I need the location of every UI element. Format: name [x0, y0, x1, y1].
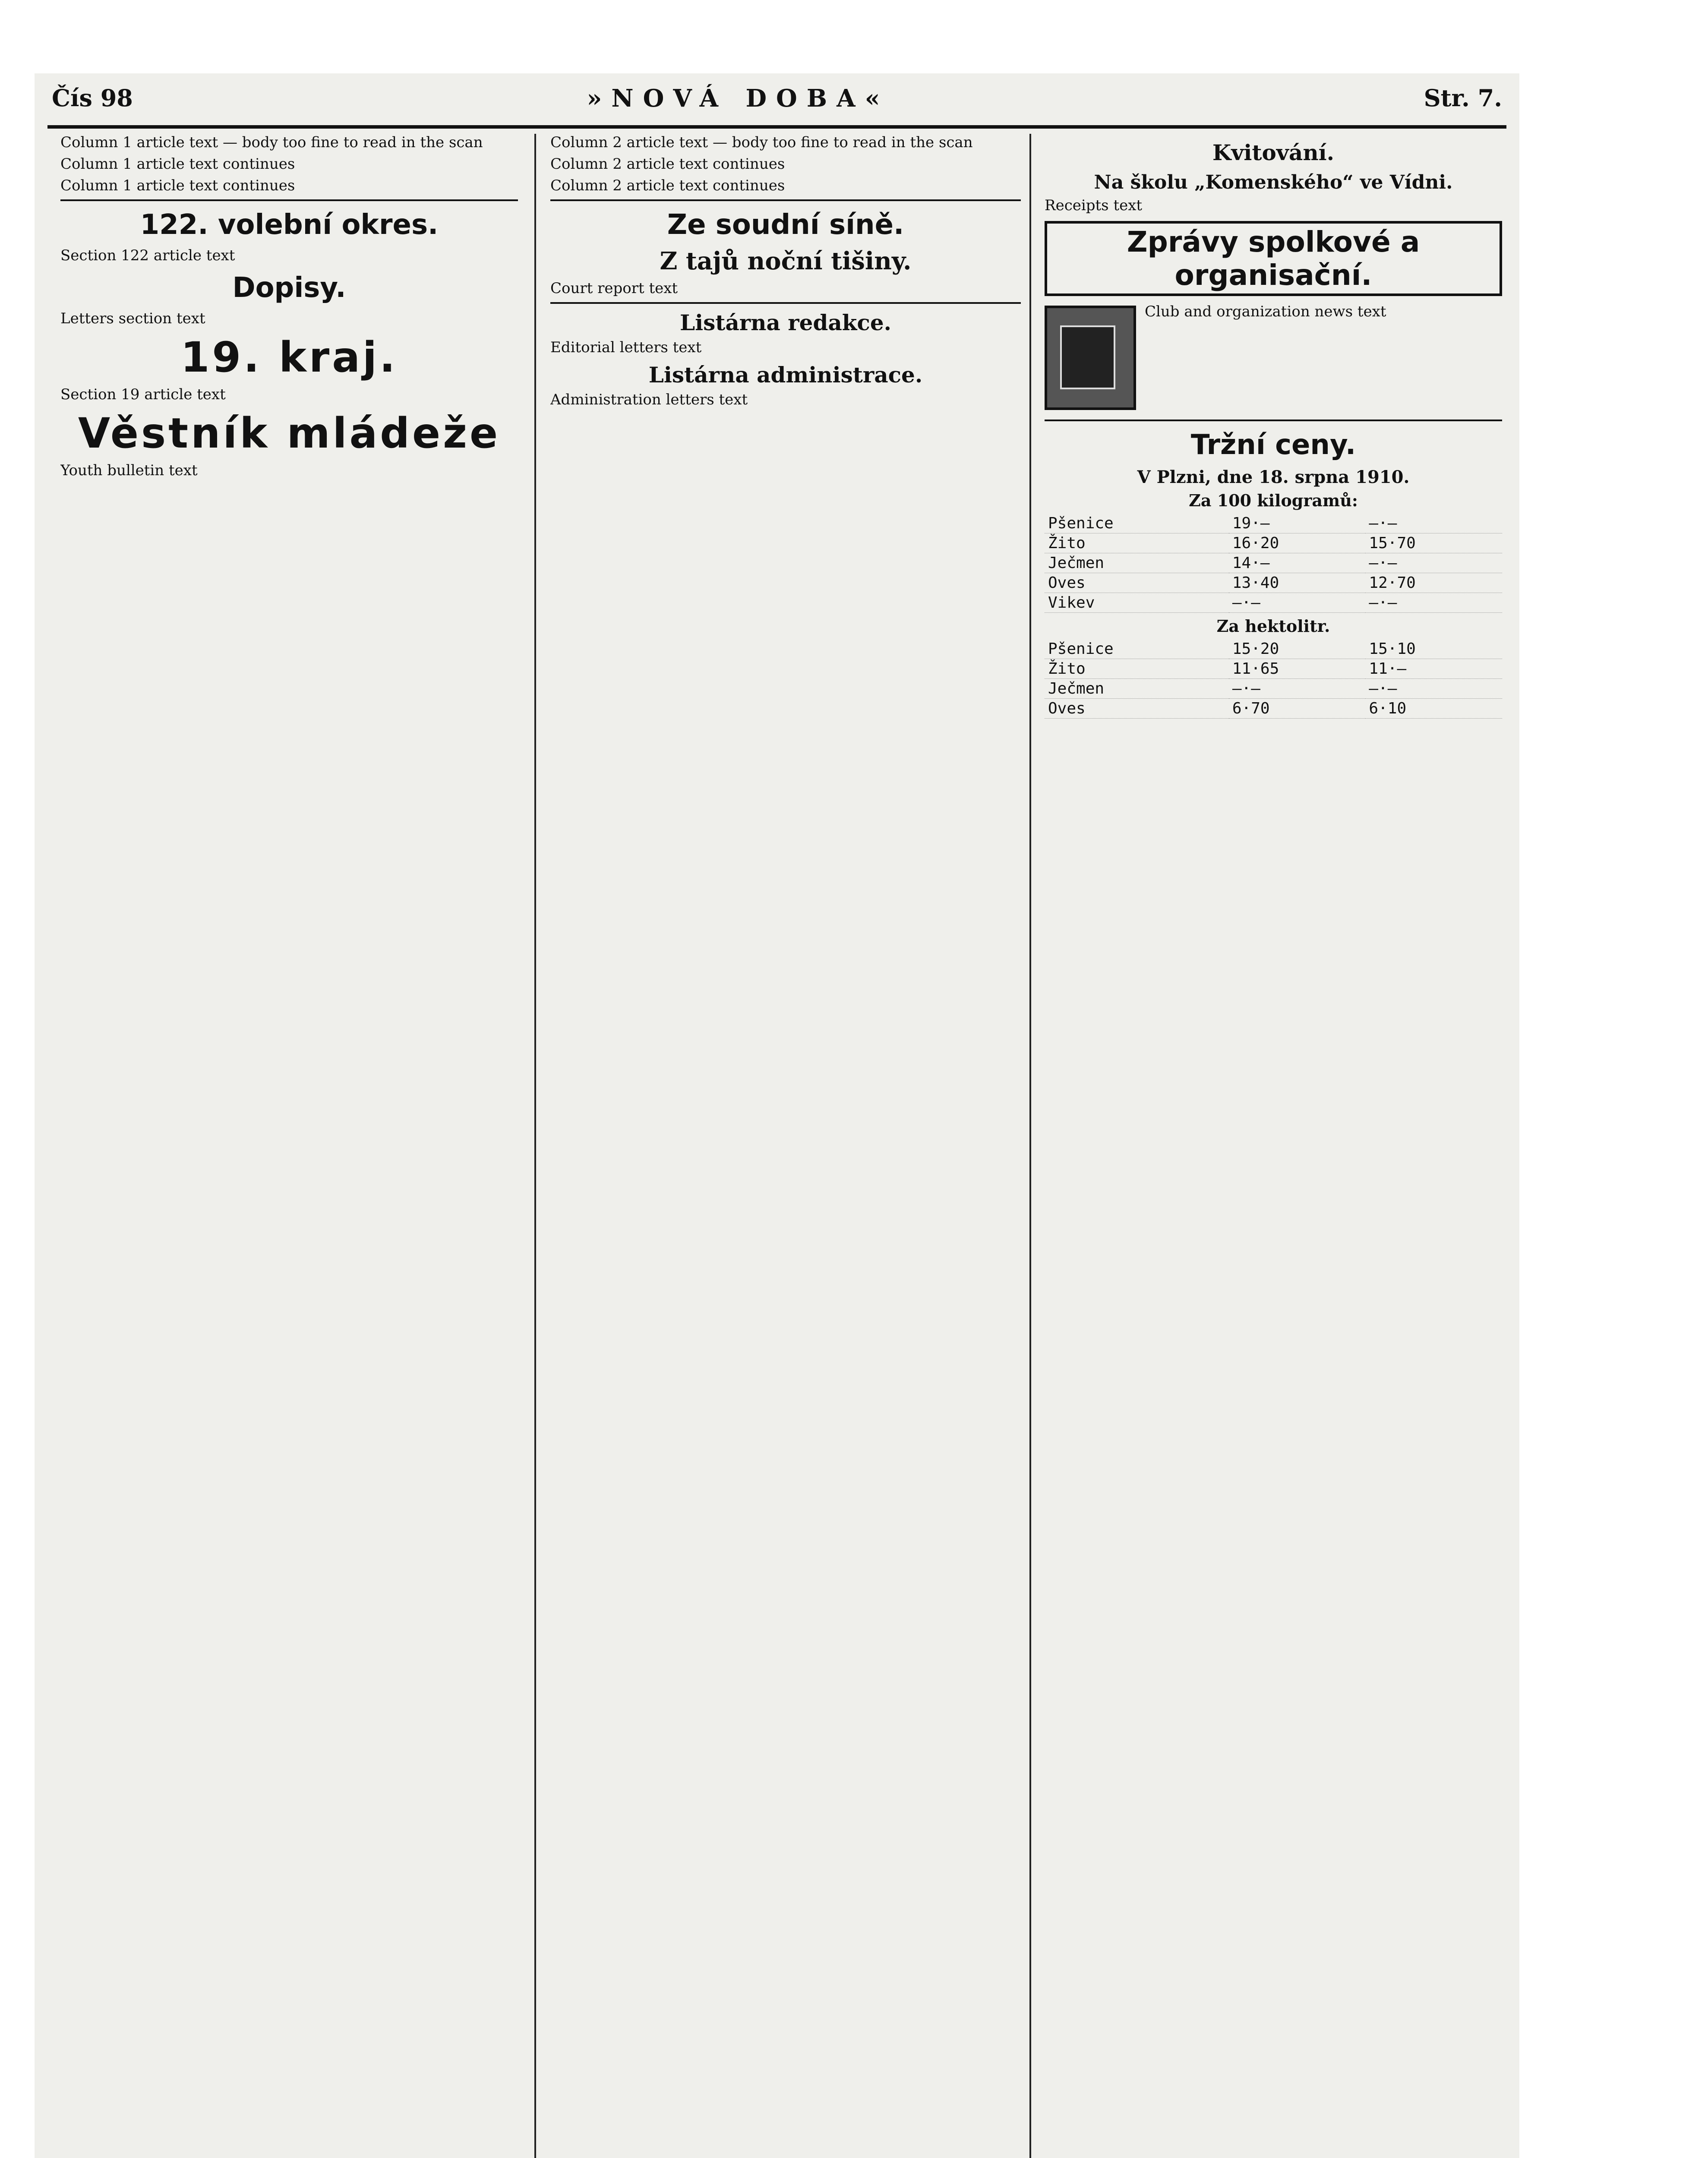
section-heading: 19. kraj. — [180, 333, 398, 382]
table-row — [1045, 533, 1502, 553]
price-table — [1045, 639, 1502, 719]
column-divider — [534, 134, 536, 2158]
table-cell: 15·70 — [1365, 533, 1502, 553]
emblem-image — [1045, 306, 1136, 410]
article-paragraph: Column 2 article text continues — [550, 155, 785, 173]
table-cell: –·– — [1229, 679, 1366, 699]
table-cell: 19·– — [1229, 514, 1366, 533]
issue-number: Čís 98 — [52, 84, 133, 112]
column-divider — [1029, 134, 1031, 2158]
table-cell: Ječmen — [1045, 679, 1229, 699]
masthead: »NOVÁ DOBA« — [587, 84, 890, 113]
table-cell: 11·65 — [1229, 659, 1366, 679]
article-paragraph: Column 1 article text — body too fine to read in the scan — [60, 134, 483, 151]
table-cell: 11·– — [1365, 659, 1502, 679]
article-paragraph: Receipts text — [1045, 197, 1143, 214]
table-cell: Žito — [1045, 533, 1229, 553]
article-paragraph: Column 2 article text — body too fine to read in the scan — [550, 134, 973, 151]
table-cell: Oves — [1045, 699, 1229, 719]
table-row — [1045, 699, 1502, 719]
section-heading: 122. volební okres. — [140, 209, 439, 241]
article-paragraph: Column 1 article text continues — [60, 155, 295, 173]
article-paragraph: Editorial letters text — [550, 339, 702, 356]
table-cell: 16·20 — [1229, 533, 1366, 553]
section-heading: Tržní ceny. — [1190, 429, 1356, 461]
section-heading: Zprávy spolkové a organisační. — [1045, 221, 1502, 296]
table-cell: 14·– — [1229, 553, 1366, 573]
page-header — [47, 80, 1506, 127]
table-cell: Žito — [1045, 659, 1229, 679]
article-paragraph: Letters section text — [60, 310, 205, 327]
table-cell: –·– — [1229, 593, 1366, 613]
table-cell: 6·10 — [1365, 699, 1502, 719]
article-paragraph: Section 122 article text — [60, 247, 235, 264]
table-cell: 15·10 — [1365, 639, 1502, 659]
price-table — [1045, 514, 1502, 613]
table-row — [1045, 553, 1502, 573]
table-cell: –·– — [1365, 553, 1502, 573]
table-row — [1045, 639, 1502, 659]
section-subheading: Z tajů noční tišiny. — [660, 247, 912, 275]
section-subheading: Na školu „Komenského“ ve Vídni. — [1094, 171, 1453, 193]
table-cell: 12·70 — [1365, 573, 1502, 593]
table-cell: Pšenice — [1045, 639, 1229, 659]
table-heading: Za 100 kilogramů: — [1189, 491, 1358, 510]
table-cell: Oves — [1045, 573, 1229, 593]
column-1 — [60, 134, 518, 2158]
table-row — [1045, 679, 1502, 699]
article-paragraph: Column 1 article text continues — [60, 177, 295, 194]
table-row — [1045, 659, 1502, 679]
table-cell: 15·20 — [1229, 639, 1366, 659]
article-paragraph: Club and organization news text — [1145, 303, 1386, 320]
header-rule — [47, 125, 1506, 129]
section-heading: Kvitování. — [1212, 140, 1335, 165]
article-paragraph: Column 2 article text continues — [550, 177, 785, 194]
table-row — [1045, 573, 1502, 593]
divider — [550, 302, 1021, 304]
divider — [1045, 420, 1502, 421]
table-cell: –·– — [1365, 514, 1502, 533]
table-heading: Za hektolitr. — [1216, 616, 1330, 636]
column-2 — [550, 134, 1021, 2158]
article-paragraph: Section 19 article text — [60, 386, 226, 403]
divider — [60, 199, 518, 201]
column-3 — [1045, 134, 1502, 2158]
article-paragraph: Administration letters text — [550, 391, 748, 408]
page-number: Str. 7. — [1424, 84, 1502, 112]
table-cell: 6·70 — [1229, 699, 1366, 719]
table-cell: –·– — [1365, 593, 1502, 613]
section-heading: Listárna redakce. — [679, 310, 892, 335]
table-row — [1045, 593, 1502, 613]
table-row — [1045, 514, 1502, 533]
divider — [550, 199, 1021, 201]
table-cell: Vikev — [1045, 593, 1229, 613]
article-paragraph: Youth bulletin text — [60, 462, 198, 479]
table-cell: –·– — [1365, 679, 1502, 699]
section-heading: Věstník mládeže — [78, 409, 501, 457]
table-cell: Pšenice — [1045, 514, 1229, 533]
table-cell: Ječmen — [1045, 553, 1229, 573]
section-heading: Listárna administrace. — [648, 362, 923, 388]
section-subheading: V Plzni, dne 18. srpna 1910. — [1137, 467, 1410, 487]
table-cell: 13·40 — [1229, 573, 1366, 593]
section-heading: Dopisy. — [232, 272, 346, 304]
section-heading: Ze soudní síně. — [667, 209, 904, 241]
article-paragraph: Court report text — [550, 280, 678, 297]
